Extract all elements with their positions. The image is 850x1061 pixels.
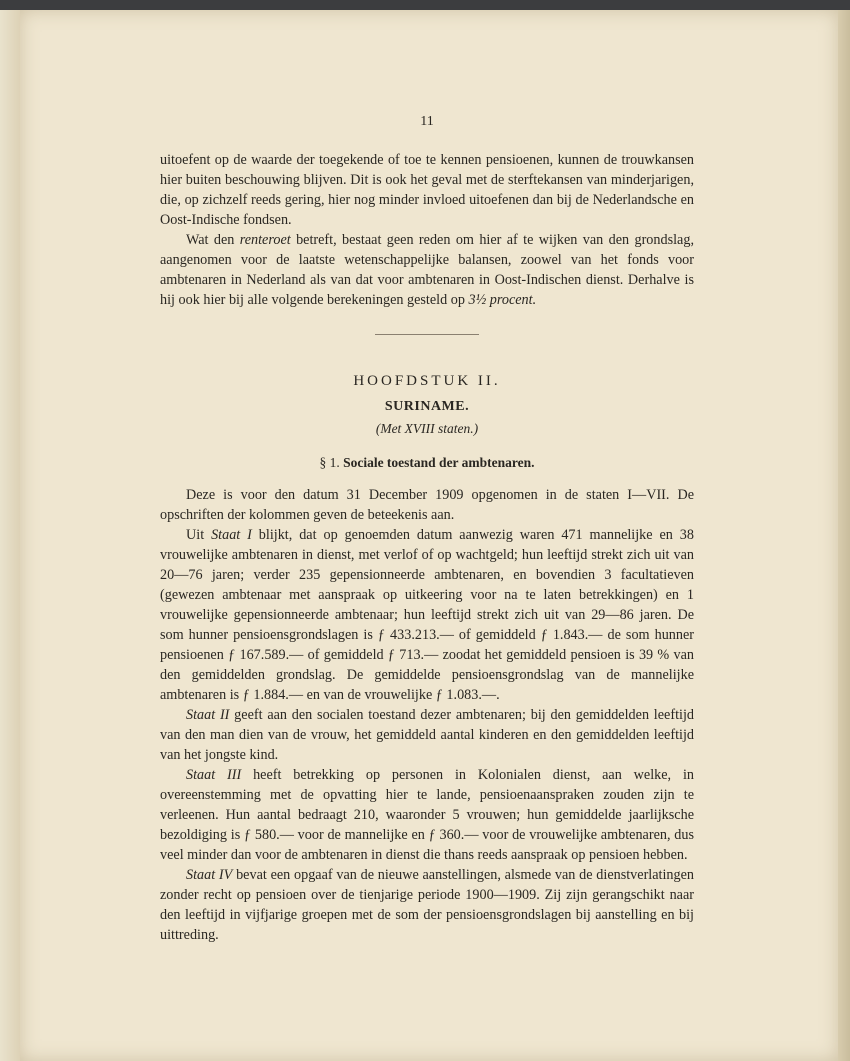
chapter-subtitle: (Met XVIII staten.) xyxy=(375,421,479,436)
body-paragraph-3: Staat II geeft aan den socialen toestand dezer ambtenaren; bij den gemiddelden leeftijd van den man dien van de vrouw, het gemiddeld aantal kinderen en den gemiddelden leeftijd van het jongste kind. xyxy=(160,707,694,763)
page-content xyxy=(160,112,694,945)
scanner-frame xyxy=(0,0,850,10)
section-divider xyxy=(375,334,479,335)
body-paragraph-4: Staat III heeft betrekking op personen in Kolonialen dienst, aan welke, in overeenstemming met de opvatting hier te lande, pensioenaanspraken zouden zijn te verleenen. Hun aantal bedraagt 210, waaronder 5 vrouwen; hun gemiddelde jaarlijksche bezoldiging is ƒ 580.— voor de mannelijke en ƒ 360.— voor de vrouwelijke ambtenaren, dus veel minder dan voor de ambtenaren in dienst die thans reeds aanspraak op pensioen hebben. xyxy=(160,767,694,863)
chapter-title: SURINAME. xyxy=(384,399,470,414)
paragraph-number: § 1. xyxy=(319,455,340,470)
paragraph-heading xyxy=(160,453,694,473)
body-paragraph-1: Deze is voor den datum 31 December 1909 opgenomen in de staten I—VII. De opschriften der kolommen geven de beteekenis aan. xyxy=(160,487,694,523)
page-number: 11 xyxy=(420,114,434,129)
emphasis-staat-ii: Staat II xyxy=(186,707,230,723)
intro-paragraph-2: Wat den renteroet betreft, bestaat geen reden om hier af te wijken van den grondslag, aangenomen voor de laatste wetenschappelijke balansen, zoowel van het fonds voor ambtenaren in Nederland als van dat voor ambtenaren in Oost-Indischen dienst. Derhalve is hij ook hier bij alle volgende berekeningen gesteld op 3½ procent. xyxy=(160,232,694,308)
emphasis-rate: 3½ procent. xyxy=(468,292,537,308)
emphasis-staat-iii: Staat III xyxy=(186,767,242,783)
body-paragraph-5: Staat IV bevat een opgaaf van de nieuwe aanstellingen, alsmede van de dienstverlatingen zonder recht op pensioen over de tienjarige periode 1900—1909. Zij zijn gerangschikt naar den leeftijd in vijfjarige groepen met de som der pensioensgrondslagen bij aanstelling en bij uittreding. xyxy=(160,867,694,943)
page-edge-left xyxy=(0,10,20,1061)
emphasis-staat-i: Staat I xyxy=(211,527,252,543)
intro-paragraph-1: uitoefent op de waarde der toegekende of toe te kennen pensioenen, kunnen de trouwkansen hier buiten beschouwing blijven. Dit is ook het geval met de sterftekansen van minderjarigen, die, op zichzelf reeds gering, hier nog minder invloed uitoefenen dan bij de Nederlandsche en Oost-Indische fondsen. xyxy=(160,152,694,228)
page-edge-right xyxy=(838,10,850,1061)
paragraph-title: Sociale toestand der ambtenaren. xyxy=(343,455,535,470)
body-paragraph-2: Uit Staat I blijkt, dat op genoemden datum aanwezig waren 471 mannelijke en 38 vrouwelijke ambtenaren in dienst, met verlof of op wachtgeld; hun leeftijd strekt zich uit van 20—76 jaren; verder 235 gepensionneerde ambtenaren, en bovendien 3 facultatieven (gewezen ambtenaar met aanspraak op uitkeering voor na te laten betrekkingen) en 1 vrouwelijke gepensionneerde ambtenaar; hun leeftijd strekt zich uit van 29—86 jaren. De som hunner pensioensgrondslagen is ƒ 433.213.— of gemiddeld ƒ 1.843.— de som hunner pensioenen ƒ 167.589.— of gemiddeld ƒ 713.— zoodat het gemiddeld pensioen is 39 % van den gemiddelden grondslag. De gemiddelde pensioensgrondslag van de mannelijke ambtenaren is ƒ 1.884.— en van de vrouwelijke ƒ 1.083.—. xyxy=(160,527,694,703)
emphasis-renteroet: renteroet xyxy=(239,232,291,248)
emphasis-staat-iv: Staat IV xyxy=(186,867,233,883)
chapter-heading: HOOFDSTUK II. xyxy=(353,373,501,389)
